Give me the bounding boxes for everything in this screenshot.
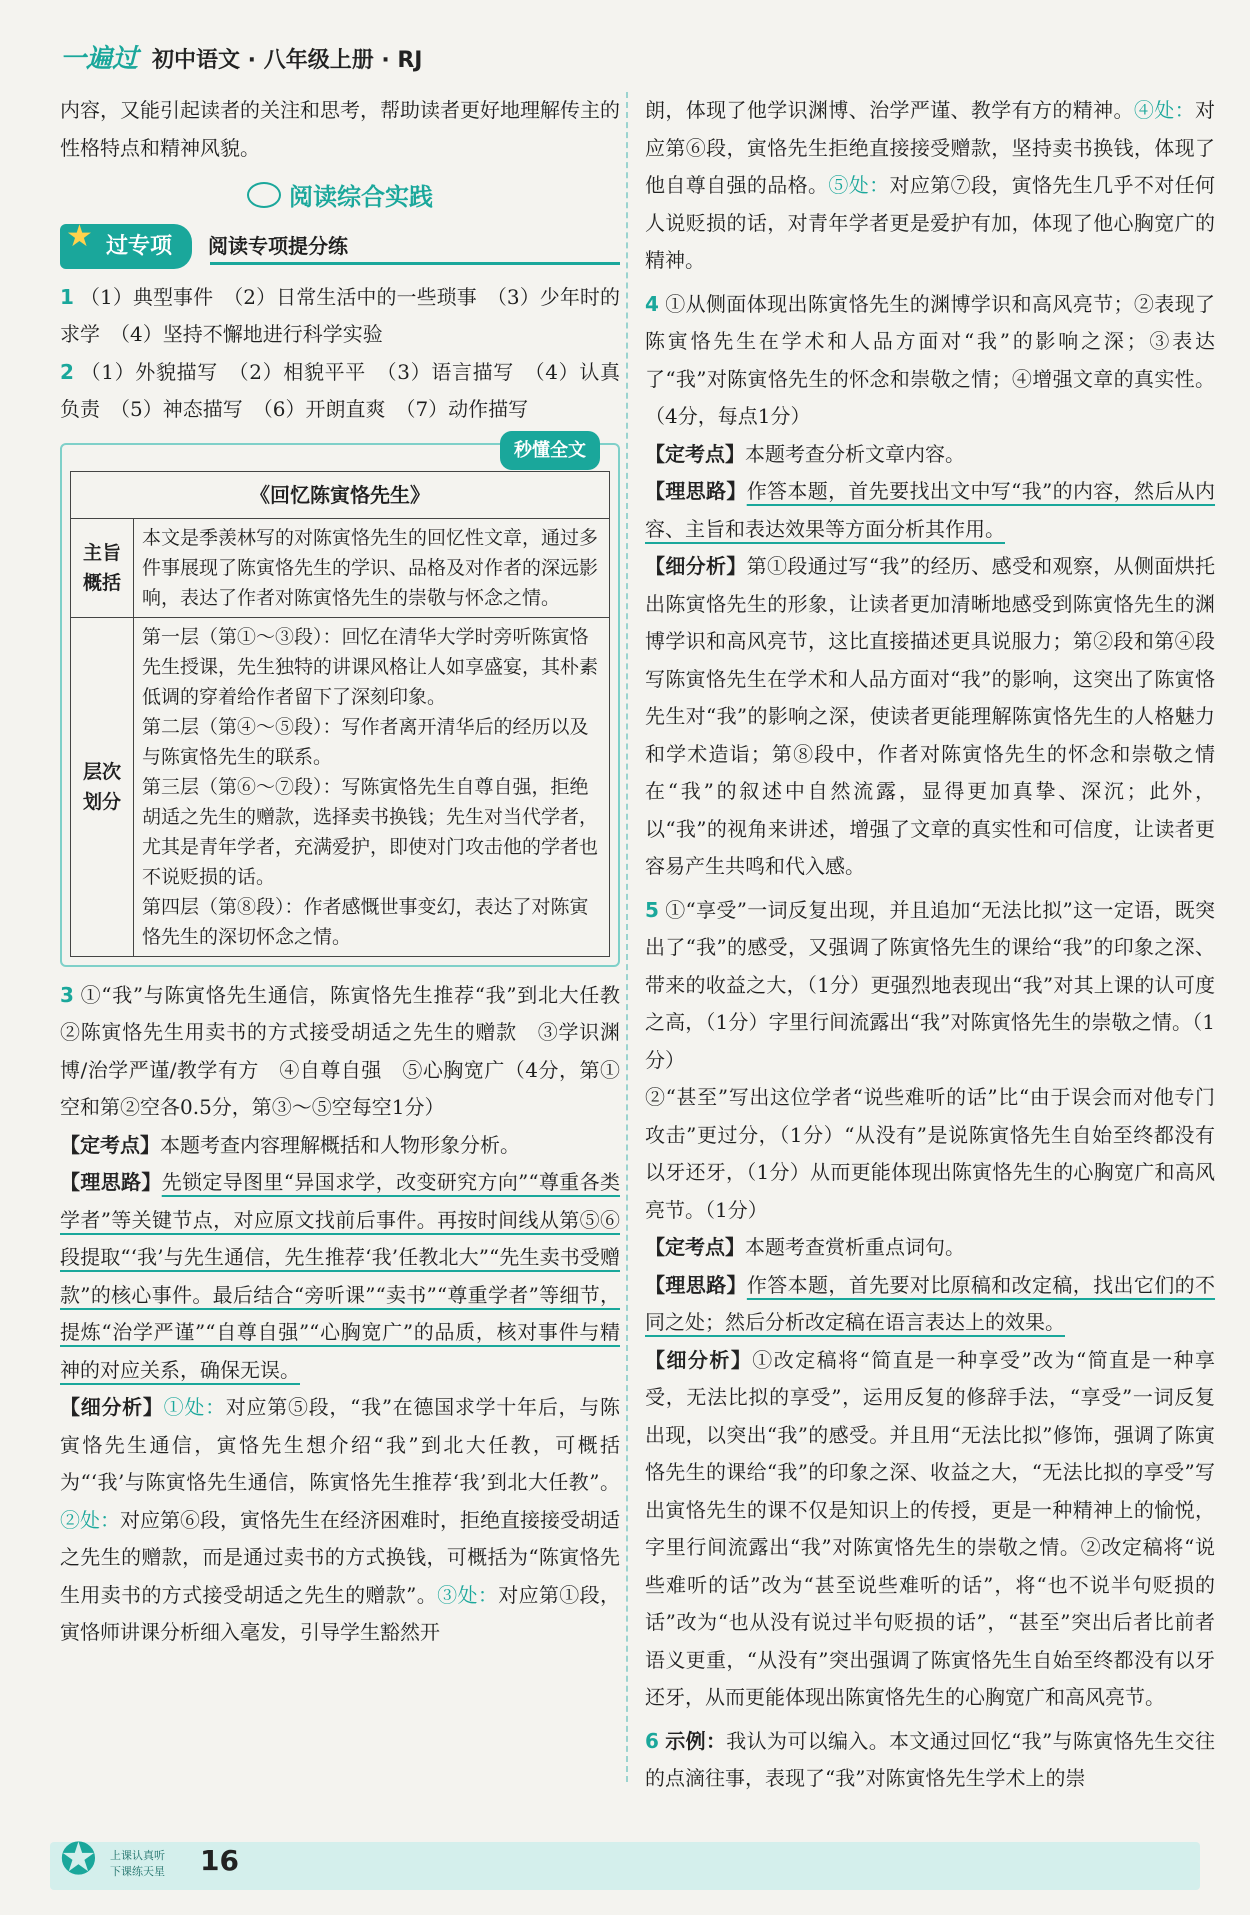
q4-analysis: 【细分析】第①段通过写“我”的经历、感受和观察，从侧面烘托出陈寅恪先生的形象，让读者更加清晰地感受到陈寅恪先生的渊博学识和高风亮节，这比直接描述更具说服力；第②段和第④段写陈寅恪先生在学术和人品方面对“我”的影响，这突出了陈寅恪先生对“我”的影响之深，使读者更能理解陈寅恪先生的人格魅力和学术造诣；第⑧段中，作者对陈寅恪先生的怀念和崇敬之情在“我”的叙述中自然流露，显得更加真挚、深沉；此外，以“我”的视角来讲述，增强了文章的真实性和可信度，让读者更容易产生共鸣和代入感。 — [645, 554, 1216, 878]
page-header — [60, 38, 423, 75]
book-icon — [247, 182, 281, 208]
special-practice-bar — [60, 218, 620, 267]
left-column — [60, 92, 640, 1652]
star-mascot-icon: ✪ — [60, 1834, 97, 1885]
q5-thinking: 【理思路】作答本题，首先要对比原稿和改定稿，找出它们的不同之处；然后分析改定稿在语言表达上的效果。 — [645, 1272, 1216, 1334]
footer-slogan: 上课认真听 下课练天星 — [110, 1849, 165, 1878]
special-underline — [210, 262, 620, 265]
special-badge: ★ 过专项 — [60, 224, 192, 270]
q4-thinking: 【理思路】作答本题，首先要找出文中写“我”的内容，然后从内容、主旨和表达效果等方面分析其作用。 — [645, 479, 1216, 541]
q5-analysis: 【细分析】①改定稿将“简直是一种享受”改为“简直是一种享受，无法比拟的享受”，运用反复的修辞手法，“享受”一词反复出现，以突出“我”的感受。并且用“无法比拟”修饰，强调了陈寅恪先生的课给“我”的印象之深、收益之大，“无法比拟的享受”写出寅恪先生的课不仅是知识上的传授，更是一种精神上的愉悦，字里行间流露出“我”对陈寅恪先生的崇敬之情。②改定稿将“说些难听的话”改为“甚至说些难听的话”，将“也不说半句贬损的话”改为“也从没有说过半句贬损的话”，“甚至”突出后者比前者语义更重，“从没有”突出强调了陈寅恪先生自始至终都没有以牙还牙，从而更能体现出陈寅恪先生的心胸宽广和高风亮节。 — [645, 1347, 1215, 1709]
right-column — [645, 92, 1215, 1798]
summary-box — [60, 439, 620, 967]
layer-item: 第二层（第④～⑤段）：写作者离开清华后的经历以及与陈寅恪先生的联系。 — [142, 715, 589, 768]
star-mascot-icon: ★ — [66, 218, 93, 254]
answer-5-part-1: 5 ①“享受”一词反复出现，并且追加“无法比拟”这一定语，既突出了“我”的感受，又强调了陈寅恪先生的课给“我”的印象之深、带来的收益之大，（1分）更强烈地表现出“我”对其上课的认可度之高，（1分）字里行间流露出“我”对陈寅恪先生的崇敬之情。（1分） — [645, 897, 1215, 1072]
layers-label: 层次划分 — [71, 617, 134, 956]
answer-6: 6 示例：我认为可以编入。本文通过回忆“我”与陈寅恪先生交往的点滴往事，表现了“我”对陈寅恪先生学术上的崇 — [645, 1728, 1215, 1790]
layers-cell — [134, 617, 610, 956]
answer-2: 2 （1）外貌描写 （2）相貌平平 （3）语言描写 （4）认真负责 （5）神态描写 （6）开朗直爽 （7）动作描写 — [60, 359, 620, 421]
theme-label: 主旨概括 — [71, 518, 134, 617]
brand-logo: 一遍过 — [60, 44, 139, 74]
layer-item: 第三层（第⑥～⑦段）：写陈寅恪先生自尊自强，拒绝胡适之先生的赠款，选择卖书换钱；先生对当代学者，尤其是青年学者，充满爱护，即使对门攻击他的学者也不说贬损的话。 — [142, 775, 599, 888]
q4-exam-point: 【定考点】本题考查分析文章内容。 — [645, 441, 965, 466]
page-number: 16 — [200, 1844, 239, 1877]
column-divider — [626, 92, 628, 1782]
answer-4: 4 ①从侧面体现出陈寅恪先生的渊博学识和高风亮节；②表现了陈寅恪先生在学术和人品方面对“我”的影响之深；③表达了“我”对陈寅恪先生的怀念和崇敬之情；④增强文章的真实性。（4分，每点1分） — [645, 291, 1215, 428]
q5-exam-point: 【定考点】本题考查赏析重点词句。 — [645, 1235, 965, 1259]
theme-text: 本文是季羡林写的对陈寅恪先生的回忆性文章，通过多件事展现了陈寅恪先生的学识、品格及对作者的深远影响，表达了作者对陈寅恪先生的崇敬与怀念之情。 — [134, 518, 610, 617]
section-heading: 阅读综合实践 — [60, 179, 620, 217]
table-title: 《回忆陈寅恪先生》 — [71, 471, 610, 518]
q3-analysis: 【细分析】①处：对应第⑤段，“我”在德国求学十年后，与陈寅恪先生通信，寅恪先生想介绍“我”到北大任教，可概括为“‘我’与陈寅恪先生通信，陈寅恪先生推荐‘我’到北大任教”。②处：对应第⑥段，寅恪先生在经济困难时，拒绝直接接受胡适之先生的赠款，而是通过卖书的方式换钱，可概括为“陈寅恪先生用卖书的方式接受胡适之先生的赠款”。③处：对应第①段，寅恪师讲课分析细入毫发，引导学生豁然开 — [60, 1395, 621, 1644]
layer-item: 第一层（第①～③段）：回忆在清华大学时旁听陈寅恪先生授课，先生独特的讲课风格让人如享盛宴，其朴素低调的穿着给作者留下了深刻印象。 — [142, 625, 599, 708]
intro-paragraph: 内容，又能引起读者的关注和思考，帮助读者更好地理解传主的性格特点和精神风貌。 — [60, 98, 620, 160]
q3-analysis-continued: 朗，体现了他学识渊博、治学严谨、教学有方的精神。④处：对应第⑥段，寅恪先生拒绝直接接受赠款，坚持卖书换钱，体现了他自尊自强的品格。⑤处：对应第⑦段，寅恪先生几乎不对任何人说贬损的话，对青年学者更是爱护有加，体现了他心胸宽广的精神。 — [645, 98, 1216, 272]
book-title: 初中语文 · 八年级上册 · RJ — [152, 48, 423, 73]
page-footer — [50, 1834, 1200, 1890]
layer-item: 第四层（第⑧段）：作者感慨世事变幻，表达了对陈寅恪先生的深切怀念之情。 — [142, 895, 589, 948]
answer-5-part-2: ②“甚至”写出这位学者“说些难听的话”比“由于误会而对他专门攻击”更过分，（1分）“从没有”是说陈寅恪先生自始至终都没有以牙还牙，（1分）从而更能体现出陈寅恪先生的心胸宽广和高风亮节。（1分） — [645, 1085, 1215, 1222]
answer-1: 1 （1）典型事件 （2）日常生活中的一些琐事 （3）少年时的求学 （4）坚持不懈地进行科学实验 — [60, 284, 620, 346]
summary-box-label: 秒懂全文 — [500, 431, 600, 471]
special-subtitle: 阅读专项提分练 — [208, 233, 349, 258]
summary-table — [70, 471, 610, 957]
q3-thinking: 【理思路】先锁定导图里“异国求学，改变研究方向”“尊重各类学者”等关键节点，对应原文找前后事件。再按时间线从第⑤⑥段提取“‘我’与先生通信，先生推荐‘我’任教北大”“先生卖书受赠款”的核心事件。最后结合“旁听课”“卖书”“尊重学者”等细节，提炼“治学严谨”“自尊自强”“心胸宽广”的品质，核对事件与精神的对应关系，确保无误。 — [60, 1170, 620, 1382]
answer-3: 3 ①“我”与陈寅恪先生通信，陈寅恪先生推荐“我”到北大任教 ②陈寅恪先生用卖书的方式接受胡适之先生的赠款 ③学识渊博/治学严谨/教学有方 ④自尊自强 ⑤心胸宽广（4分，第①空和第②空各0.5分，第③～⑤空每空1分） — [60, 982, 640, 1119]
q3-exam-point: 【定考点】本题考查内容理解概括和人物形象分析。 — [60, 1132, 520, 1157]
